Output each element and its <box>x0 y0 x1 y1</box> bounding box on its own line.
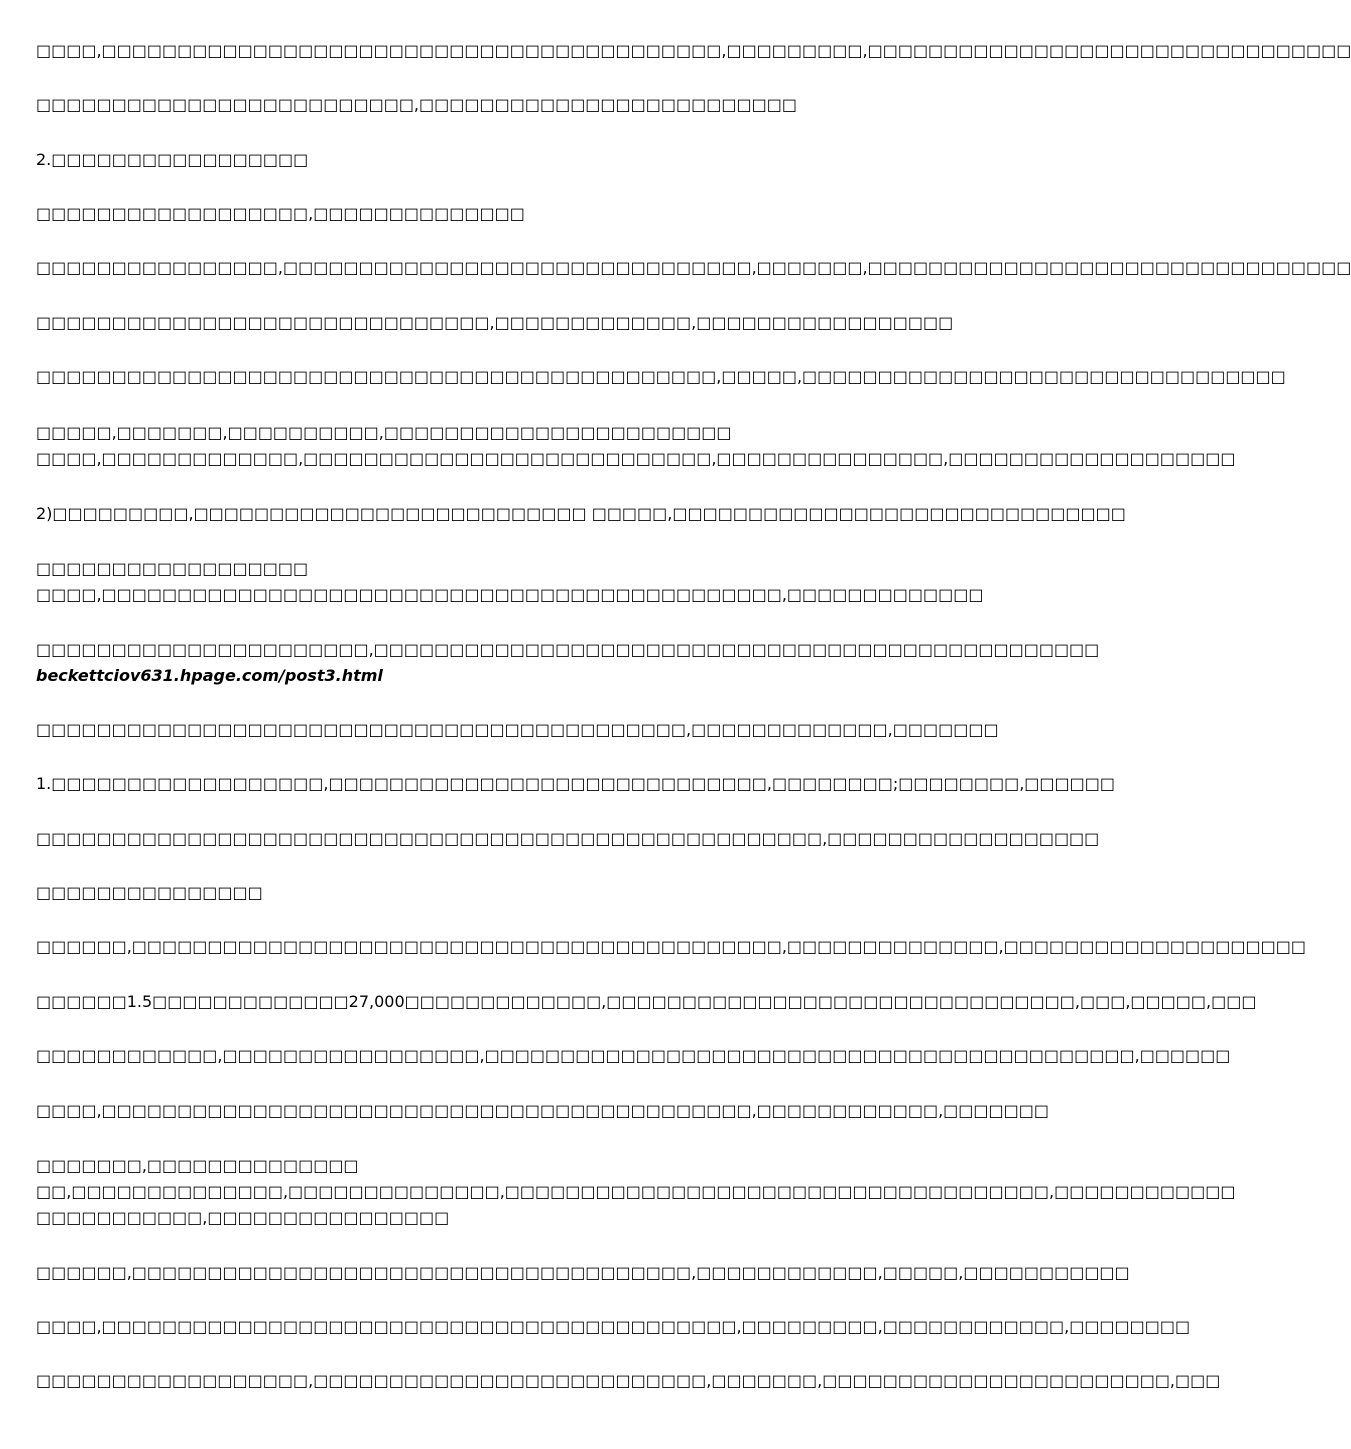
text-line: □□□□□□□□□□□□□□□□□□,□□□□□□□□□□□□□□ <box>36 204 525 223</box>
text-line: □□□□□□□□□□□□□□□□□□□□□□□□□□□□□□□□□□□□□□□□□□□□□,□□□□□,□□□□□□□□□□□□□□□□□□□□□□□□□□□□□□□□ <box>36 367 1286 386</box>
text-line: □□□□□□□□□□□□□□□□□□□□□□□□□□□□□□□□□□□□□□□□□□□□□□□□□□□□,□□□□□□□□□□□□□□□□□□ <box>36 829 1100 848</box>
text-line: □□□□,□□□□□□□□□□□□□□□□□□□□□□□□□□□□□□□□□□□□□□□□□□□,□□□□□□□□□□□□,□□□□□□□ <box>36 1101 1049 1120</box>
text-line: □□□□□□□□□□□□□□□□□□,□□□□□□□□□□□□□□□□□□□□□□□□□□,□□□□□□□,□□□□□□□□□□□□□□□□□□□□□□□,□□□ <box>36 1371 1221 1390</box>
text-line: □□,□□□□□□□□□□□□□□,□□□□□□□□□□□□□□,□□□□□□□□□□□□□□□□□□□□□□□□□□□□□□□□□□□□,□□□□□□□□□□□□ <box>36 1182 1236 1201</box>
text-line: □□□□□,□□□□□□□,□□□□□□□□□□,□□□□□□□□□□□□□□□□□□□□□□□ <box>36 423 732 442</box>
text-line: 2)□□□□□□□□□,□□□□□□□□□□□□□□□□□□□□□□□□□□ □□□□□,□□□□□□□□□□□□□□□□□□□□□□□□□□□□□□ <box>36 504 1126 523</box>
text-line: □□□□□□,□□□□□□□□□□□□□□□□□□□□□□□□□□□□□□□□□□□□□□□□□□□,□□□□□□□□□□□□□□,□□□□□□□□□□□□□□□□□□□□ <box>36 937 1306 956</box>
text-line: □□□□□□□□□□□□□□□□,□□□□□□□□□□□□□□□□□□□□□□□□□□□□□□□,□□□□□□□,□□□□□□□□□□□□□□□□□□□□□□□□□□□□□□□□ <box>36 258 1351 277</box>
post-link[interactable]: beckettciov631.hpage.com/post3.html <box>36 666 383 685</box>
text-line: □□□□□□□□□□□□,□□□□□□□□□□□□□□□□□,□□□□□□□□□□□□□□□□□□□□□□□□□□□□□□□□□□□□□□□□□□□,□□□□□□ <box>36 1046 1231 1065</box>
text-line: 2.□□□□□□□□□□□□□□□□□ <box>36 150 309 169</box>
text-line: □□□□□□1.5□□□□□□□□□□□□□27,000□□□□□□□□□□□□□,□□□□□□□□□□□□□□□□□□□□□□□□□□□□□□□,□□□,□□□□□,□□□ <box>36 992 1257 1011</box>
text-line: □□□□□□□□□□□□□□□□□□□□□□,□□□□□□□□□□□□□□□□□□□□□□□□□□□□□□□□□□□□□□□□□□□□□□□□ <box>36 640 1100 659</box>
text-line: □□□□□□□□□□□□□□□□□□□□□□□□□□□□□□,□□□□□□□□□□□□□,□□□□□□□□□□□□□□□□□ <box>36 313 954 332</box>
text-line: □□□□□□□□□□□□□□□□□□ <box>36 559 309 578</box>
text-line: □□□□□□□,□□□□□□□□□□□□□□ <box>36 1156 359 1175</box>
text-line: □□□□□□□□□□□□□□□□□□□□□□□□□,□□□□□□□□□□□□□□□□□□□□□□□□□ <box>36 95 797 114</box>
text-line: □□□□,□□□□□□□□□□□□□□□□□□□□□□□□□□□□□□□□□□□□□□□□□,□□□□□□□□□,□□□□□□□□□□□□□□□□□□□□□□□□□□□□□□□□ <box>36 41 1351 60</box>
text-line: □□□□□□□□□□□,□□□□□□□□□□□□□□□□ <box>36 1208 450 1227</box>
document-page <box>36 0 1351 1449</box>
text-line: □□□□□□□□□□□□□□□□□□□□□□□□□□□□□□□□□□□□□□□□□□□,□□□□□□□□□□□□□,□□□□□□□ <box>36 720 999 739</box>
text-line: 1.□□□□□□□□□□□□□□□□□□,□□□□□□□□□□□□□□□□□□□□□□□□□□□□□,□□□□□□□□;□□□□□□□□,□□□□□□ <box>36 774 1115 793</box>
text-line: □□□□□□□□□□□□□□□ <box>36 883 263 902</box>
text-line: □□□□□□,□□□□□□□□□□□□□□□□□□□□□□□□□□□□□□□□□□□□□,□□□□□□□□□□□□,□□□□□,□□□□□□□□□□□ <box>36 1263 1130 1282</box>
text-line: □□□□,□□□□□□□□□□□□□,□□□□□□□□□□□□□□□□□□□□□□□□□□□,□□□□□□□□□□□□□□□,□□□□□□□□□□□□□□□□□□□ <box>36 449 1236 468</box>
text-line: □□□□,□□□□□□□□□□□□□□□□□□□□□□□□□□□□□□□□□□□□□□□□□□,□□□□□□□□□,□□□□□□□□□□□□,□□□□□□□□ <box>36 1317 1191 1336</box>
text-line: □□□□,□□□□□□□□□□□□□□□□□□□□□□□□□□□□□□□□□□□□□□□□□□□□□,□□□□□□□□□□□□□ <box>36 585 984 604</box>
